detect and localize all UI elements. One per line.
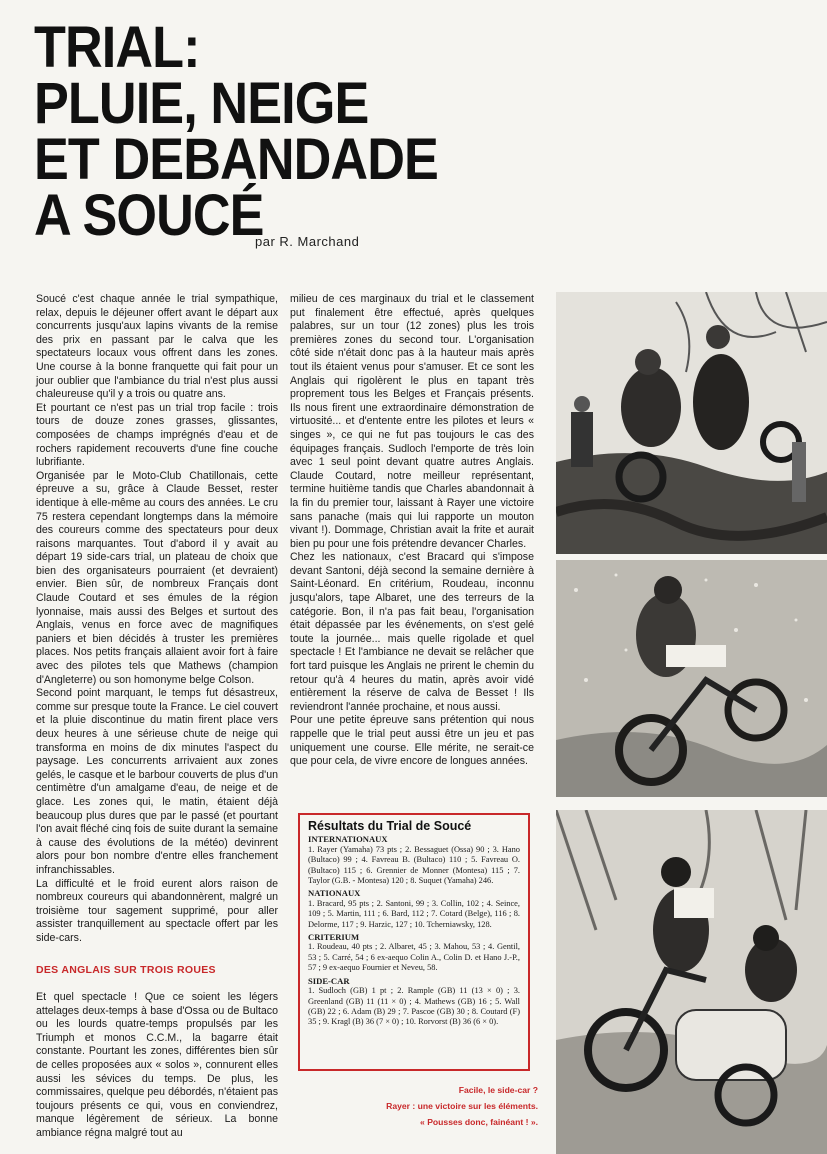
- caption-2: Rayer : une victoire sur les éléments.: [386, 1101, 538, 1111]
- article-column-1: [36, 293, 278, 1141]
- results-heading: Résultats du Trial de Soucé: [308, 819, 472, 833]
- results-text: 1. Sudloch (GB) 1 pt ; 2. Rample (GB) 11 (13 × 0) ; 3. Greenland (GB) 11 (11 × 0) ; 4. Mathews (GB) 16 ; 5. Wall (GB) 22 ; 6. Adam (B) 29 ; 7. Pascoe (GB) 30 ; 8. Coutard (F) 35 ; 9. Kragl (B) 36 (7 × 0) ; 10. Rorvorst (B) 36 (6 × 0).: [308, 986, 520, 1027]
- caption-3: « Pousses donc, fainéant ! ».: [420, 1117, 538, 1127]
- photo-sidecar-crew: [556, 810, 827, 1154]
- paragraph: Pour une petite épreuve sans prétention qui nous rappelle que le trial peut aussi être un jeu et pas uniquement une course. Elle mérite, ne serait-ce que pour cela, de vivre encore de longues années.: [290, 714, 534, 768]
- paragraph: Soucé c'est chaque année le trial sympathique, relax, depuis le déjeuner offert avant le départ aux concurrents jusqu'aux lapins vivants de la remise des prix en passant par le calva que les spectateurs locaux vous offrent dans les zones. Une course à la bonne franquette qui fait pour un jour oublier que l'ambiance du trial n'est plus aussi chaleureuse qu'il y a trois ou quatre ans.: [36, 293, 278, 401]
- results-category: CRITERIUM: [308, 932, 360, 943]
- results-category: INTERNATIONAUX: [308, 834, 388, 845]
- results-text: 1. Bracard, 95 pts ; 2. Santoni, 99 ; 3. Collin, 102 ; 4. Seince, 109 ; 5. Martin, 111 ; 6. Bard, 112 ; 7. Cotard (Belge), 116 ; 8. Delorme, 117 ; 9. Harzic, 127 ; 10. Tcherniawsky, 128.: [308, 898, 520, 929]
- paragraph: Chez les nationaux, c'est Bracard qui s'impose devant Santoni, déjà second la semaine dernière à Saint-Léonard. En critérium, Roudeau, inconnu jusqu'alors, tape Albaret, une des terreurs de la catégorie. Bon, il n'a pas fait beau, l'organisation était dépassée par les événements, on s'est gelé toute la journée... mais quelle rigolade et quel spectacle ! Et l'ambiance ne devait se relâcher que fort tard puisque les Anglais ne prirent le chemin du retour qu'à 4 heures du matin, après avoir vidé entièrement la réserve de calva de Besset ! Ils reviendront l'année prochaine, et nous aussi.: [290, 551, 534, 713]
- title-line-3: ET DEBANDADE: [34, 127, 438, 192]
- results-text: 1. Rayer (Yamaha) 73 pts ; 2. Bessaguet (Ossa) 90 ; 3. Hano (Bultaco) 99 ; 4. Favreau B. (Bultaco) 110 ; 5. Favreau O. (Bultaco) 115 ; 6. Grennier de Monner (Montesa) 115 ; 7. Taylor (G.B. - Montesa) 120 ; 8. Suquet (Yamaha) 246.: [308, 844, 520, 886]
- paragraph: Et pourtant ce n'est pas un trial trop facile : trois tours de douze zones grasses, glissantes, composées de champs imprégnés d'eau et de rochers rapidement recouverts d'une fine couche lubrifiante.: [36, 401, 278, 469]
- photo-rider-snow: [556, 560, 827, 797]
- results-category: NATIONAUX: [308, 888, 361, 899]
- title-line-2: PLUIE, NEIGE: [34, 71, 369, 136]
- paragraph: Second point marquant, le temps fut désastreux, comme sur presque toute la France. Le ciel couvert et la pluie discontinue du matin firent place vers deux heures à une sérieuse chute de neige qui transforma en moins de dix minutes l'aspect du paysage. Les concurrents arrivaient aux zones gelés, le casque et le barbour couverts de plus d'un centimètre d'un amalgame d'eau, de neige et de glace. Les zones qui, le matin, étaient déjà beaucoup plus dures que par le passé (et pourtant l'on avait fléché cinq fois de suite durant la semaine à cause des évolutions de la météo) devinrent alors pour bon nombre d'entre elles franchement infranchissables.: [36, 687, 278, 876]
- paragraph: milieu de ces marginaux du trial et le classement put finalement être effectué, après quelques palabres, sur un tour (12 zones) plus les trois premières zones du second tour. L'organisation côté side n'était donc pas à la hauteur mais après tout ils étaient venus pour s'amuser. Et ce sont les Anglais qui rigolèrent le plus en tapant très proprement tous les Belges et Français présents. Ils nous firent une extraordinaire démonstration de virtuosité... et d'entente entre les pilotes et leurs « singes », ce qui ne fut pas toujours le cas des équipages français. Sudloch l'emporte de très loin avec 1 seul point devant quatre autres Anglais. Claude Coutard, notre meilleur représentant, termine huitième tandis que Charles abandonnait à la fin du premier tour, laissant à Rayer une victoire sans panache (mais qui lui rapporte un mouton vivant !). Dommage, Christian avait la frite et aurait bien pu pour une fois prétendre devancer Charles.: [290, 293, 534, 550]
- byline: par R. Marchand: [255, 234, 360, 249]
- article-title: [34, 15, 502, 248]
- results-text: 1. Roudeau, 40 pts ; 2. Albaret, 45 ; 3. Mahou, 53 ; 4. Gentil, 53 ; 5. Carré, 54 ; 6 ex-aequo Colin A., Colin D. et Hano J.-P., 57 ; 9 ex-aequo Fournier et Neveu, 58.: [308, 942, 520, 973]
- photo-sidecar-mud: [556, 292, 827, 554]
- photo-captions: [300, 1082, 538, 1130]
- results-category: SIDE-CAR: [308, 975, 350, 986]
- title-line-1: TRIAL:: [34, 15, 200, 80]
- paragraph: Et quel spectacle ! Que ce soient les légers attelages deux-temps à base d'Ossa ou de Bultaco ou les lourds quatre-temps propulsés par les Triumph et monos C.C.M., la bagarre était constante. Pourtant les zones, différentes bien sûr de celles proposées aux « solos », connurent elles aussi les sévices du temps. De plus, les commissaires, quelque peu débordés, n'étaient pas toujours présents ce qui, vous en conviendrez, manque légèrement de sérieux. La bonne ambiance régna malgré tout au: [36, 991, 278, 1140]
- paragraph: Organisée par le Moto-Club Chatillonais, cette épreuve a su, grâce à Claude Besset, rester identique à elle-même au cours des années. Le cru 75 restera cependant longtemps dans la mémoire des coureurs comme des spectateurs pour deux raisons marquantes. Tout d'abord il y avait au départ 19 side-cars trial, un plateau de choix que bien des organisateurs pourraient (et devraient) envier. Bien sûr, de nombreux Français dont Claude Coutard et ses émules de la région lyonnaise, mais aussi des Belges et surtout des Anglais, venus en force avec de magnifiques paniers et bien décidés à truster les premières places. Nos petits français allaient avoir fort à faire avec des pilotes tels que Mathews (champion d'Angleterre) ou son homonyme belge Colson.: [36, 469, 278, 686]
- section-subhead: DES ANGLAIS SUR TROIS ROUES: [36, 963, 216, 976]
- results-box: [298, 813, 530, 1071]
- title-line-4: A SOUCÉ: [34, 183, 264, 248]
- article-column-2: [290, 293, 534, 769]
- caption-1: Facile, le side-car ?: [458, 1085, 538, 1095]
- paragraph: La difficulté et le froid eurent alors raison de nombreux coureurs qui abandonnèrent, malgré un troisième tour sagement supprimé, pour aller assister tranquillement au spectacle offert par les side-cars.: [36, 877, 278, 944]
